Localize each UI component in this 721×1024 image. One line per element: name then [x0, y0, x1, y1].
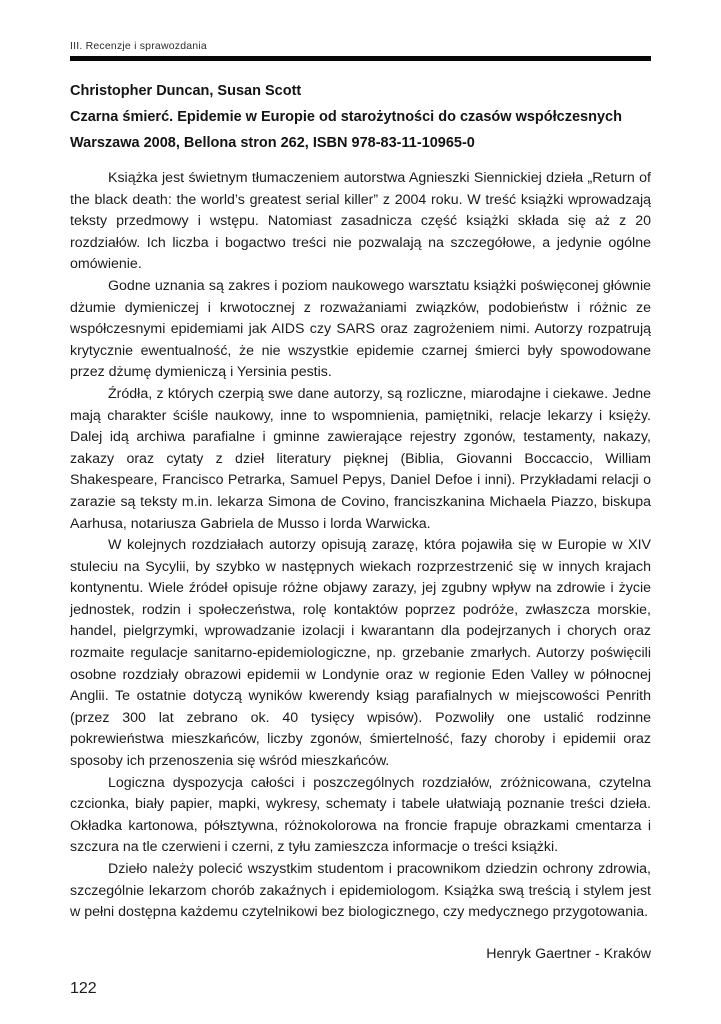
review-body — [70, 168, 651, 924]
review-paragraph-5: Logiczna dyspozycja całości i poszczególnych rozdziałów, zróżnicowana, czytelna czcionka, biały papier, mapki, wykresy, schematy i tabele ułatwiają poznanie treści dzieła. Okładka kartonowa, półsztywna, różnokolorowa na froncie frapuje obrazkami cmentarza i szczura na tle czerwieni i czerni, z tyłu zamieszcza informacje o treści książki. — [70, 774, 651, 856]
review-paragraph-3: Źródła, z których czerpią swe dane autorzy, są rozliczne, miarodajne i ciekawe. Jedne mają charakter ściśle naukowy, inne to wspomnienia, pamiętniki, relacje lekarzy i księży. Dalej idą archiwa parafialne i gminne zawierające rejestry zgonów, testamenty, nakazy, zakazy oraz cytaty z dzieł literatury pięknej (Biblia, Giovanni Boccaccio, William Shakespeare, Francisco Petrarka, Samuel Pepys, Daniel Defoe i inni). Przykładami relacji o zarazie są teksty m.in. lekarza Simona de Covino, franciszkanina Michaela Piazzo, biskupa Aarhusa, notariusza Gabriela de Musso i lorda Warwicka. — [70, 385, 651, 532]
review-paragraph-1: Książka jest świetnym tłumaczeniem autorstwa Agnieszki Siennickiej dzieła „Return of the black death: the world’s greatest serial killer” z 2004 roku. W treść książki wprowadzają teksty przedmowy i wstępu. Natomiast zasadnicza część książki składa się aż z 20 rozdziałów. Ich liczba i bogactwo treści nie pozwalają na szczegółowe, a jedynie ogólne omówienie. — [70, 170, 651, 273]
header-rule — [70, 56, 651, 61]
book-authors: Christopher Duncan, Susan Scott — [70, 83, 302, 99]
review-paragraph-4: W kolejnych rozdziałach autorzy opisują zarazę, która pojawiła się w Europie w XIV stuleciu na Sycylii, by szybko w następnych wiekach rozprzestrzenić się w innych krajach kontynentu. Wiele źródeł opisuje różne objawy zarazy, jej zgubny wpływ na zdrowie i życie jednostek, rodzin i społeczeństwa, rolę kontaktów poprzez podróże, zwłaszcza morskie, handel, pielgrzymki, wprowadzanie izolacji i kwarantann dla podejrzanych i chorych oraz rozmaite regulacje sanitarno-epidemiologiczne, np. grzebanie zmarłych. Autorzy poświęcili osobne rozdziały obrazowi epidemii w Londynie oraz w regionie Eden Valley w północnej Anglii. Te ostatnie dotyczą wyników kwerendy ksiąg parafialnych w miejscowości Penrith (przez 300 lat zebrano ok. 40 tysięcy wpisów). Pozwoliły one ustalić rodzinne pokrewieństwa mieszkańców, liczby zgonów, śmiertelność, fazy choroby i epidemii oraz sposoby ich przenoszenia się wśród mieszkańców. — [70, 537, 651, 770]
page-number: 122 — [70, 980, 97, 997]
reviewer-signature: Henryk Gaertner - Kraków — [486, 945, 651, 962]
book-publication-info: Warszawa 2008, Bellona stron 262, ISBN 978-83-11-10965-0 — [70, 135, 475, 151]
review-paragraph-6: Dzieło należy polecić wszystkim studentom i pracownikom dziedzin ochrony zdrowia, szczególnie lekarzom chorób zakaźnych i epidemiologom. Książka swą treścią i stylem jest w pełni dostępna każdemu czytelnikowi bez biologicznego, czy medycznego przygotowania. — [70, 861, 651, 921]
review-title-block — [70, 78, 651, 156]
book-title: Czarna śmierć. Epidemie w Europie od starożytności do czasów współczesnych — [70, 109, 622, 125]
review-paragraph-2: Godne uznania są zakres i poziom naukowego warsztatu książki poświęconej głównie dżumie dymieniczej i krwotocznej z rozważaniami związków, podobieństw i różnic ze współczesnymi epidemiami jak AIDS czy SARS oraz zagrożeniem nimi. Autorzy rozpatrują krytycznie ewentualność, że nie wszystkie epidemie czarnej śmierci były spowodowane przez dżumę dymieniczą i Yersinia pestis. — [70, 277, 651, 381]
running-head: III. Recenzje i sprawozdania — [70, 40, 207, 52]
